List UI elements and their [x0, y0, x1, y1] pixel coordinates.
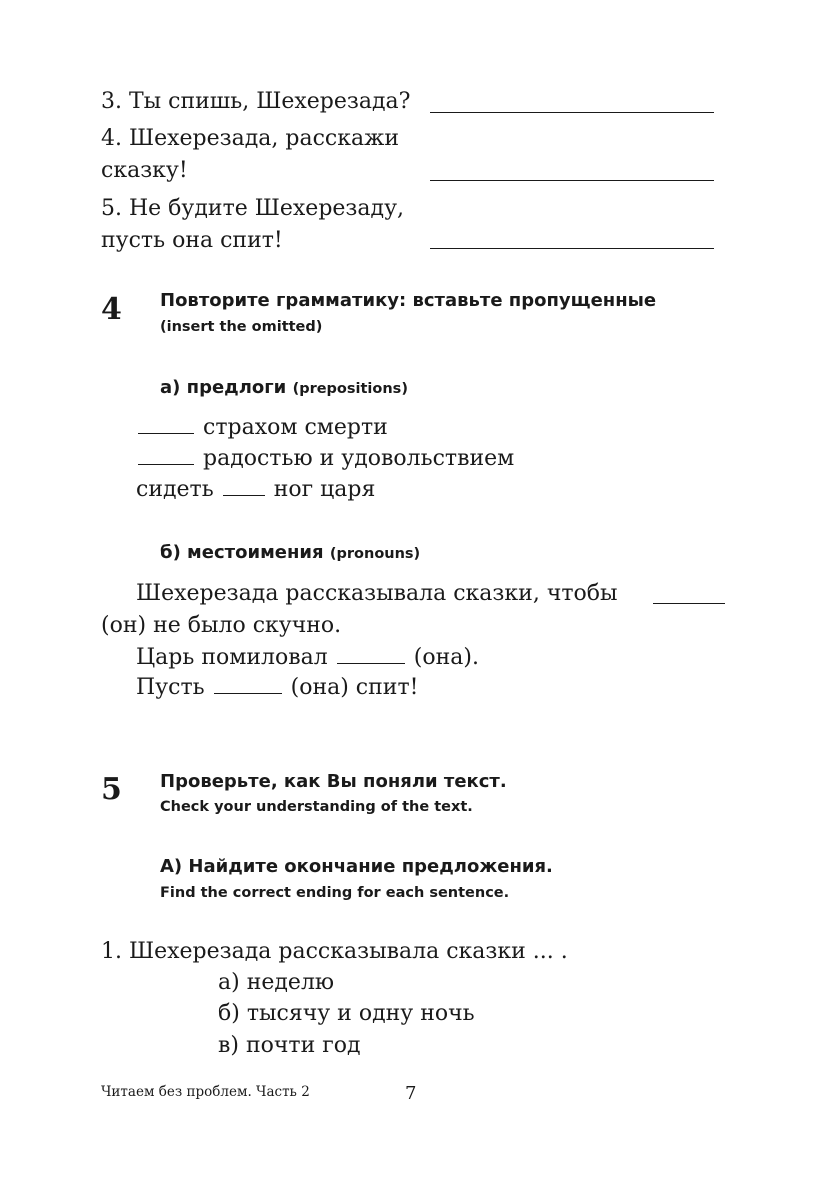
exercise3-item5-line2: пусть она спит!: [101, 228, 283, 253]
exercise3-item3: 3. Ты спишь, Шехерезада?: [101, 89, 411, 114]
part-a-line3: [136, 474, 375, 505]
part-b-line3-after: (она).: [413, 645, 479, 670]
exercise5-part-a-heading-en: Find the correct ending for each sentence.: [160, 885, 510, 901]
blank-input[interactable]: [223, 494, 265, 496]
answer-line-item5[interactable]: [430, 248, 714, 249]
part-b-line3: [136, 642, 479, 673]
part-a-line2: [136, 443, 514, 474]
option-a[interactable]: а) неделю: [218, 970, 335, 995]
part-a-line3-before: сидеть: [136, 477, 214, 502]
exercise5-heading: Проверьте, как Вы поняли текст.: [160, 771, 507, 792]
option-b[interactable]: б) тысячу и одну ночь: [218, 1001, 475, 1026]
exercise5-heading-en: Check your understanding of the text.: [160, 799, 473, 815]
footer-book-title: Читаем без проблем. Часть 2: [101, 1084, 310, 1100]
blank-input[interactable]: [214, 692, 282, 694]
answer-line-item3[interactable]: [430, 112, 714, 113]
part-a-line1: [136, 412, 388, 443]
exercise5-part-a-heading: А) Найдите окончание предложения.: [160, 856, 553, 877]
exercise5-question1: 1. Шехерезада рассказывала сказки ... .: [101, 939, 568, 964]
part-b-label: б) местоимения: [160, 542, 324, 563]
blank-input[interactable]: [138, 432, 194, 434]
part-a-label-en: (prepositions): [292, 381, 408, 397]
part-b-line4-before: Пусть: [136, 675, 205, 700]
part-b-line2: (он) не было скучно.: [101, 613, 342, 638]
part-b-line3-before: Царь помиловал: [136, 645, 328, 670]
exercise4-heading: Повторите грамматику: вставьте пропущенные: [160, 290, 657, 311]
part-b-line4-after: (она) спит!: [290, 675, 419, 700]
exercise4-part-b-heading: [160, 541, 420, 566]
blank-input[interactable]: [337, 662, 405, 664]
part-a-line2-text: радостью и удовольствием: [203, 446, 515, 471]
exercise3-item4-line2: сказку!: [101, 158, 188, 183]
part-a-line3-after: ног царя: [273, 477, 376, 502]
exercise4-heading-en: (insert the omitted): [160, 319, 323, 335]
part-a-line1-text: страхом смерти: [203, 415, 388, 440]
exercise5-number: 5: [101, 772, 122, 807]
exercise3-item4-line1: 4. Шехерезада, расскажи: [101, 126, 400, 151]
exercise3-item5-line1: 5. Не будите Шехерезаду,: [101, 196, 405, 221]
part-b-line4: [136, 672, 418, 703]
option-c[interactable]: в) почти год: [218, 1033, 361, 1058]
part-b-line1: Шехерезада рассказывала сказки, чтобы: [136, 581, 618, 606]
exercise4-part-a-heading: [160, 376, 408, 401]
part-a-label: а) предлоги: [160, 377, 287, 398]
blank-input[interactable]: [138, 463, 194, 465]
blank-input[interactable]: [653, 603, 725, 604]
page-number: 7: [405, 1083, 417, 1104]
exercise4-number: 4: [101, 292, 122, 327]
part-b-label-en: (pronouns): [329, 546, 421, 562]
answer-line-item4[interactable]: [430, 180, 714, 181]
